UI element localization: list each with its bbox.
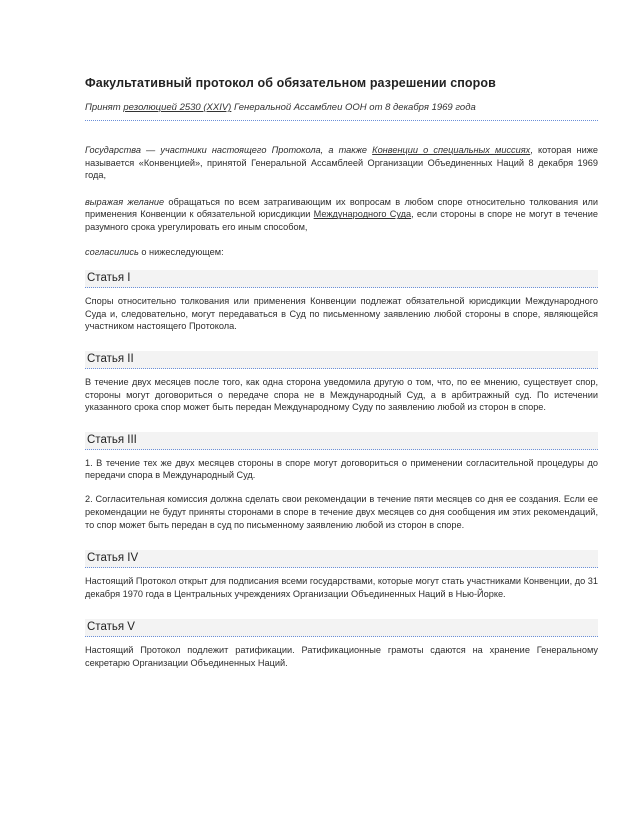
international-court-link[interactable]: Международного Суда	[313, 209, 412, 220]
article-heading: Статья I	[85, 270, 598, 288]
article-2	[85, 351, 598, 414]
document-title: Факультативный протокол об обязательном разрешении споров	[85, 76, 496, 90]
article-paragraph: Настоящий Протокол открыт для подписания всеми государствами, которые могут стать участниками Конвенции, до 31 декабря 1970 года в Центральных учреждениях Организации Объединенных Наций в Нью-Йорке.	[85, 576, 598, 599]
preamble-paragraph-2: выражая желание обращаться по всем затрагивающим их вопросам в любом споре относительно толкования или применения Конвенции к обязательной юрисдикции Международного Суда, если стороны в споре не могут в течение разумного срока урегулировать его иным способом,	[85, 196, 599, 232]
preamble-italic: согласились	[85, 246, 139, 257]
article-5	[85, 619, 598, 669]
article-heading: Статья III	[85, 432, 598, 450]
preamble-italic: выражая желание	[85, 196, 165, 207]
document-subtitle	[85, 101, 598, 121]
preamble-paragraph-3: согласились о нижеследующем:	[85, 246, 224, 257]
preamble	[85, 144, 598, 258]
article-1	[85, 270, 598, 333]
article-paragraph: 1. В течение тех же двух месяцев стороны в споре могут договориться о применении согласительной процедуры до передачи спора в Международный Суд.	[85, 457, 598, 481]
article-3	[85, 432, 598, 531]
article-heading: Статья II	[85, 351, 598, 369]
subtitle-suffix: Генеральной Ассамблеи ООН от 8 декабря 1969 года	[231, 102, 476, 113]
article-paragraph: Споры относительно толкования или применения Конвенции подлежат обязательной юрисдикции Международного Суда и, следовательно, могут передаваться в Суд по письменному заявлению любой стороны в споре, являющейся участником настоящего Протокола.	[85, 296, 598, 332]
article-heading: Статья IV	[85, 550, 598, 568]
convention-special-missions-link[interactable]: Конвенции о специальных миссиях	[372, 145, 531, 155]
document	[85, 74, 598, 670]
subtitle-prefix: Принят	[85, 102, 124, 113]
article-heading: Статья V	[85, 619, 598, 637]
resolution-link[interactable]: резолюцией 2530 (XXIV)	[123, 102, 232, 113]
preamble-italic: Государства — участники настоящего Протокола, а также	[85, 145, 373, 155]
article-4	[85, 550, 598, 600]
article-paragraph: Настоящий Протокол подлежит ратификации. Ратификационные грамоты сдаются на хранение Генеральному секретарю Организации Объединенных Наций.	[85, 645, 598, 668]
preamble-paragraph-1: Государства — участники настоящего Протокола, а также Конвенции о специальных миссиях, которая ниже называется «Конвенцией», принятой Генеральной Ассамблеей Организации Объединенных Наций 8 декабря 1969 года,	[85, 145, 598, 181]
article-paragraph: 2. Согласительная комиссия должна сделать свои рекомендации в течение пяти месяцев со дня ее создания. Если ее рекомендации не будут приняты сторонами в споре в течение двух месяцев со дня сообщения им этих рекомендаций, то спор может быть передан в суд по письменному заявлению любой из сторон в споре.	[85, 494, 598, 530]
article-paragraph: В течение двух месяцев после того, как одна сторона уведомила другую о том, что, по ее мнению, существует спор, стороны могут договориться о передаче спора не в Международный Суд, а в арбитражный суд. По истечении указанного срока спор может быть передан Международному Суду по заявлению любой из сторон в споре.	[85, 376, 598, 413]
